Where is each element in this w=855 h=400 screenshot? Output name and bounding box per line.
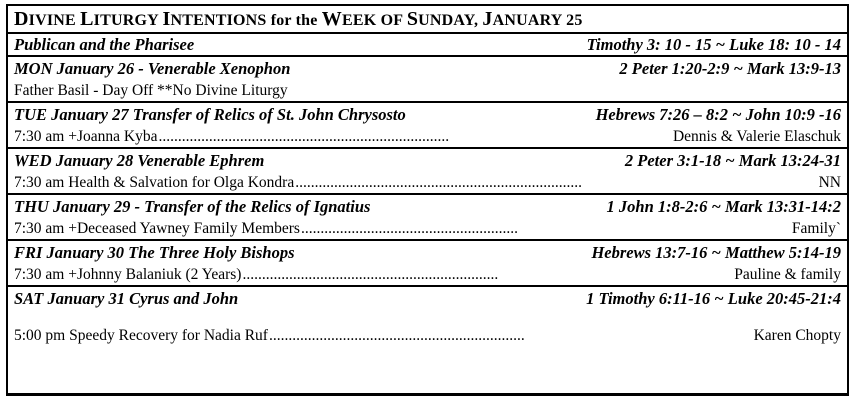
intention-row-wed xyxy=(8,172,847,195)
leader-dots-tue: ........................................................................... xyxy=(158,127,450,145)
day-title-mon: MON January 26 - Venerable Xenophon xyxy=(14,58,291,78)
liturgy-intentions-table xyxy=(6,4,849,396)
title-part-divine-rest: IVINE xyxy=(28,11,81,29)
intention-row-sat xyxy=(8,324,847,347)
leader-dots-thu: ........................................................ xyxy=(300,219,518,237)
day-title-thu: THU January 29 - Transfer of the Relics of Ignatius xyxy=(14,196,371,216)
leader-dots-fri: .................................................................. xyxy=(242,265,499,283)
title-part-january-rest: ANUARY 25 xyxy=(492,11,583,29)
day-readings-sat: 1 Timothy 6:11-16 ~ Luke 20:45-21:4 xyxy=(586,288,841,308)
intention-text-thu: 7:30 am +Deceased Yawney Family Members xyxy=(14,219,300,237)
intention-row-thu xyxy=(8,218,847,241)
leader-dots-sat: .................................................................. xyxy=(268,326,525,344)
day-title-tue: TUE January 27 Transfer of Relics of St. John Chrysosto xyxy=(14,104,406,124)
intention-text-wed: 7:30 am Health & Salvation for Olga Kondra xyxy=(14,173,295,191)
title-part-intentions-cap: I xyxy=(162,7,171,30)
title-part-liturgy-rest: ITURGY xyxy=(93,11,163,29)
day-readings-mon: 2 Peter 1:20-2:9 ~ Mark 13:9-13 xyxy=(619,58,841,78)
intention-text-fri: 7:30 am +Johnny Balaniuk (2 Years) xyxy=(14,265,242,283)
title-part-sunday-cap: S xyxy=(406,7,419,30)
title-part-sunday-rest: UNDAY, xyxy=(418,11,483,29)
day-header-wed xyxy=(8,149,847,172)
document-title-row xyxy=(8,6,847,34)
title-part-january-cap: J xyxy=(482,7,493,30)
day-header-mon xyxy=(8,57,847,80)
intention-donor-wed: NN xyxy=(818,173,841,191)
day-header-tue xyxy=(8,103,847,126)
day-note-mon: Father Basil - Day Off **No Divine Liturgy xyxy=(8,80,847,103)
day-readings-tue: Hebrews 7:26 – 8:2 ~ John 10:9 -16 xyxy=(595,104,841,124)
day-title-sat: SAT January 31 Cyrus and John xyxy=(14,288,239,308)
intention-row-tue xyxy=(8,126,847,149)
day-header-thu xyxy=(8,195,847,218)
title-part-divine-cap: D xyxy=(14,7,29,30)
intention-text-tue: 7:30 am +Joanna Kyba xyxy=(14,127,158,145)
title-part-liturgy-cap: L xyxy=(80,7,94,30)
page-title xyxy=(14,8,583,31)
title-part-for-the: for the xyxy=(270,11,322,29)
intention-donor-fri: Pauline & family xyxy=(734,265,841,283)
day-title-fri: FRI January 30 The Three Holy Bishops xyxy=(14,242,295,262)
title-part-week-rest: EEK OF xyxy=(341,11,407,29)
sunday-feast-name: Publican and the Pharisee xyxy=(14,34,195,54)
intention-donor-thu: Family` xyxy=(791,219,841,237)
day-readings-wed: 2 Peter 3:1-18 ~ Mark 13:24-31 xyxy=(624,150,841,170)
title-part-intentions-rest: NTENTIONS xyxy=(170,11,271,29)
leader-dots-wed: .......................................................................... xyxy=(295,173,582,191)
day-header-fri xyxy=(8,241,847,264)
sunday-row xyxy=(8,34,847,57)
intention-donor-sat: Karen Chopty xyxy=(753,326,841,344)
day-readings-thu: 1 John 1:8-2:6 ~ Mark 13:31-14:2 xyxy=(606,196,841,216)
title-part-week-cap: W xyxy=(321,7,342,30)
day-readings-fri: Hebrews 13:7-16 ~ Matthew 5:14-19 xyxy=(591,242,841,262)
sunday-readings: Timothy 3: 10 - 15 ~ Luke 18: 10 - 14 xyxy=(586,34,841,54)
day-header-sat xyxy=(8,287,847,310)
blank-spacer-sat xyxy=(8,310,847,324)
intention-text-sat: 5:00 pm Speedy Recovery for Nadia Ruf xyxy=(14,326,268,344)
intention-donor-tue: Dennis & Valerie Elaschuk xyxy=(672,127,841,145)
intention-row-fri xyxy=(8,264,847,287)
day-title-wed: WED January 28 Venerable Ephrem xyxy=(14,150,265,170)
